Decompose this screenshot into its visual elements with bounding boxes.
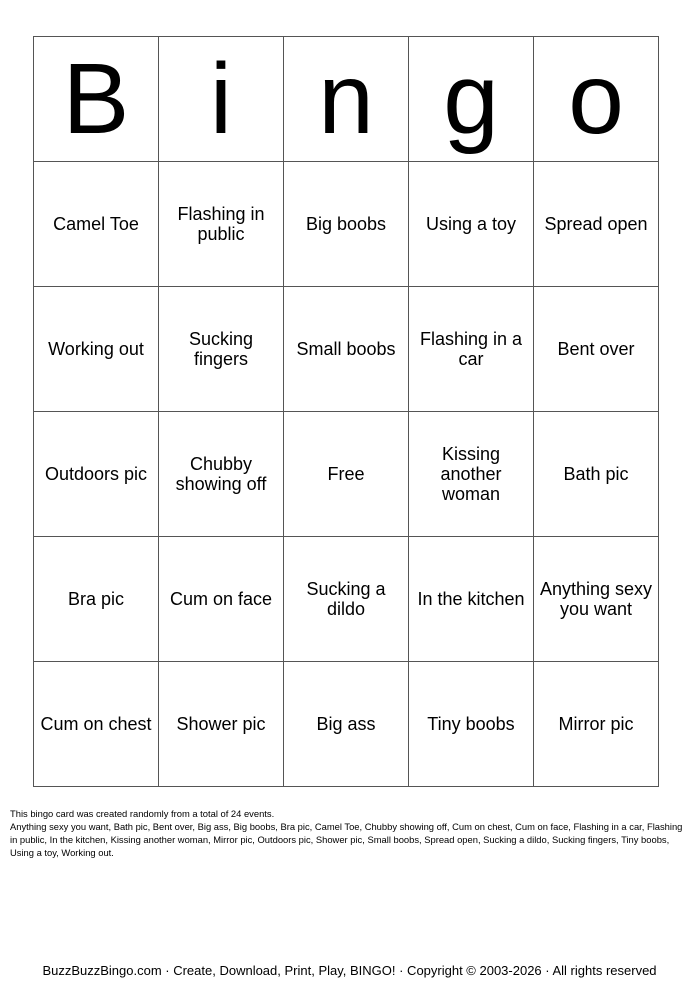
- card-cell: Chubby showing off: [159, 412, 284, 537]
- card-row: [34, 537, 659, 662]
- header-letter: n: [284, 37, 409, 162]
- header-letter: g: [409, 37, 534, 162]
- header-letter: o: [534, 37, 659, 162]
- card-info: [10, 807, 690, 859]
- card-cell: Bath pic: [534, 412, 659, 537]
- header-letter: B: [34, 37, 159, 162]
- card-cell: Sucking fingers: [159, 287, 284, 412]
- card-cell: Cum on chest: [34, 662, 159, 787]
- card-cell: Mirror pic: [534, 662, 659, 787]
- card-row: [34, 662, 659, 787]
- card-cell: Kissing another woman: [409, 412, 534, 537]
- card-cell: Cum on face: [159, 537, 284, 662]
- event-list: Anything sexy you want, Bath pic, Bent over, Big ass, Big boobs, Bra pic, Camel Toe, Chubby showing off, Cum on chest, Cum on face, Flashing in a car, Flashing in public, In the kitchen, Kissing another woman, Mirror pic, Outdoors pic, Shower pic, Small boobs, Spread open, Sucking a dildo, Sucking fingers, Tiny boobs, Using a toy, Working out.: [10, 821, 683, 858]
- card-row: [34, 287, 659, 412]
- card-cell: Small boobs: [284, 287, 409, 412]
- card-cell: Spread open: [534, 162, 659, 287]
- card-cell: Shower pic: [159, 662, 284, 787]
- card-cell: Bent over: [534, 287, 659, 412]
- card-cell: Big boobs: [284, 162, 409, 287]
- card-cell: Flashing in a car: [409, 287, 534, 412]
- card-cell: Big ass: [284, 662, 409, 787]
- card-cell: Camel Toe: [34, 162, 159, 287]
- bingo-card: [33, 36, 659, 787]
- header-letter: i: [159, 37, 284, 162]
- card-cell: Sucking a dildo: [284, 537, 409, 662]
- card-cell: Bra pic: [34, 537, 159, 662]
- footer: BuzzBuzzBingo.com · Create, Download, Print, Play, BINGO! · Copyright © 2003-2026 · All rights reserved: [42, 963, 657, 978]
- card-cell: Tiny boobs: [409, 662, 534, 787]
- card-row: [34, 412, 659, 537]
- card-summary: This bingo card was created randomly from a total of 24 events.: [10, 808, 275, 819]
- card-cell: Flashing in public: [159, 162, 284, 287]
- header-row: [34, 37, 659, 162]
- card-cell: Anything sexy you want: [534, 537, 659, 662]
- card-row: [34, 162, 659, 287]
- card-cell: Outdoors pic: [34, 412, 159, 537]
- card-cell: In the kitchen: [409, 537, 534, 662]
- card-cell: Using a toy: [409, 162, 534, 287]
- free-cell: Free: [284, 412, 409, 537]
- card-cell: Working out: [34, 287, 159, 412]
